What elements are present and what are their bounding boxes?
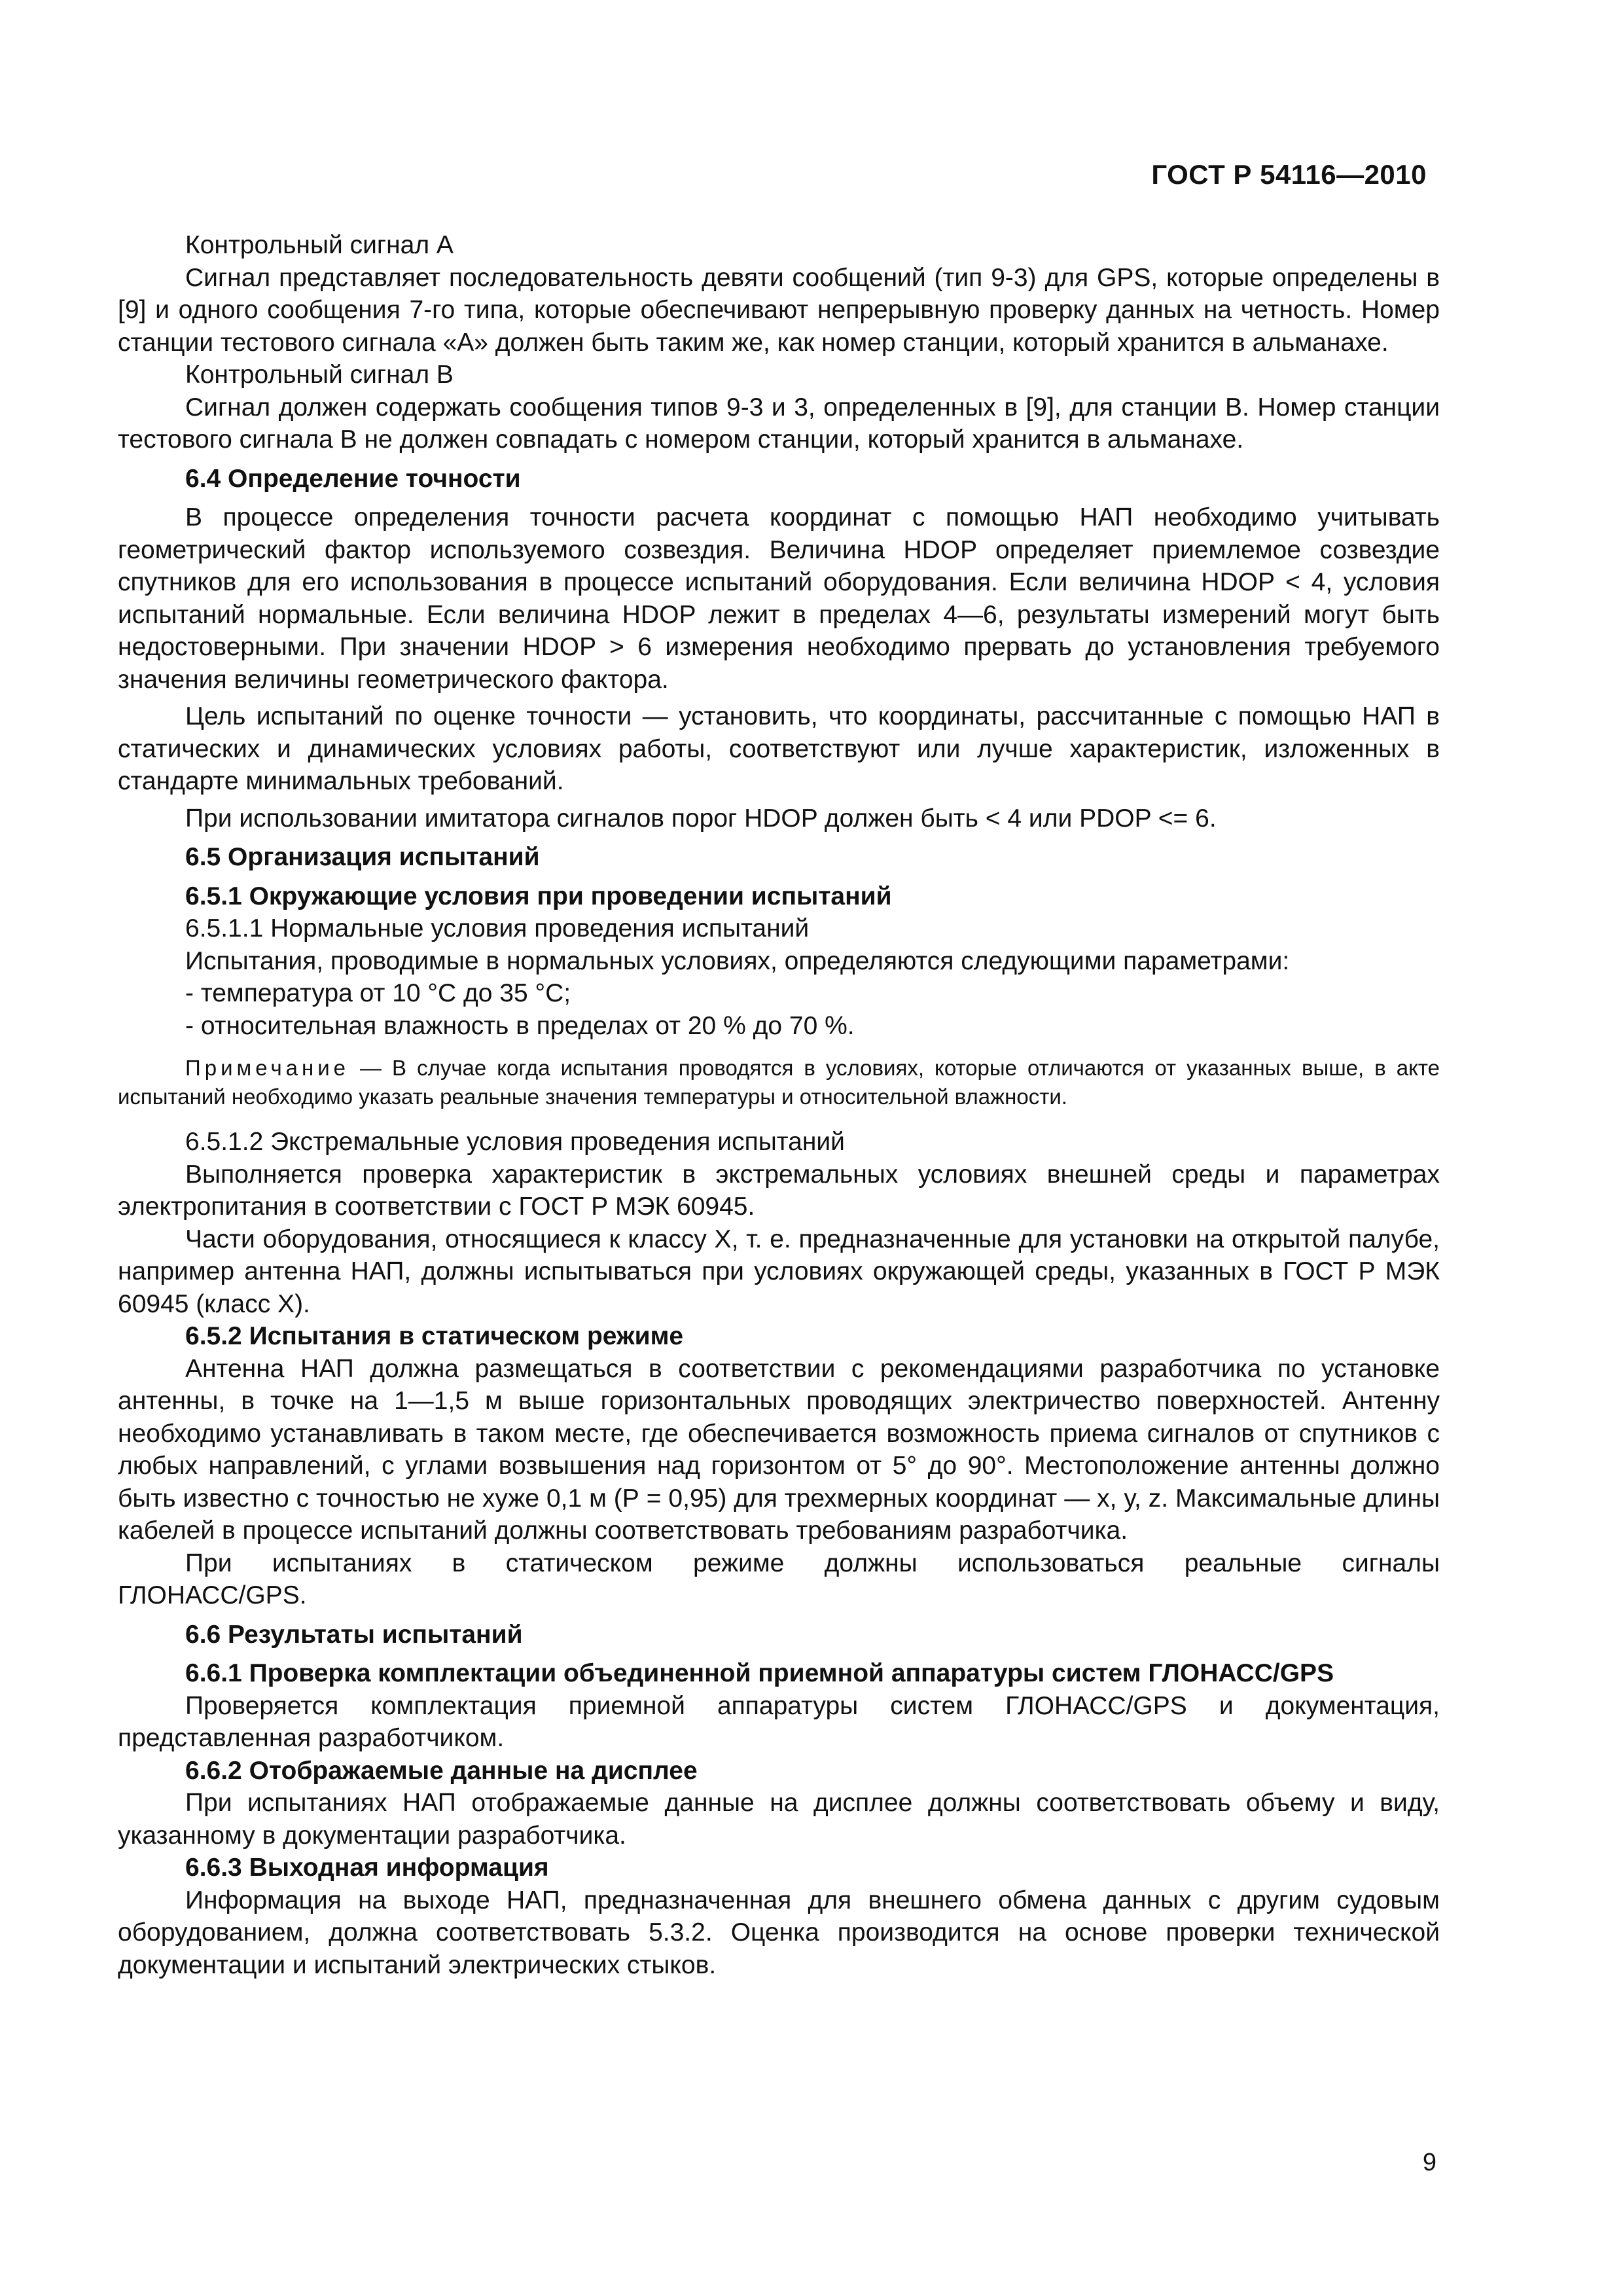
paragraph-6-5-1-1: 6.5.1.1 Нормальные условия проведения испытаний [185, 914, 810, 942]
paragraph-signal-b-description: Сигнал должен содержать сообщения типов 9-3 и 3, определенных в [9], для станции В. Номер станции тестового сигнала В не должен совпадать с номером станции, который хранится в альманахе. [118, 393, 1440, 454]
heading-6-6-1: 6.6.1 Проверка комплектации объединенной приемной аппаратуры систем ГЛОНАСС/GPS [185, 1659, 1334, 1687]
list-item-temperature: - температура от 10 °С до 35 °С; [185, 979, 571, 1007]
heading-6-4: 6.4 Определение точности [185, 464, 521, 493]
page-number: 9 [1422, 2149, 1436, 2176]
paragraph-output-info: Информация на выходе НАП, предназначенная для внешнего обмена данных с другим судовым оборудованием, должна соответствовать 5.3.2. Оценка производится на основе проверки технической документации и испытаний электрических стыков. [118, 1886, 1440, 1979]
heading-6-6-3: 6.6.3 Выходная информация [185, 1854, 549, 1882]
note-label: Примечание [185, 1056, 350, 1080]
paragraph-simulator-threshold: При использовании имитатора сигналов порог HDOP должен быть < 4 или PDOP <= 6. [185, 804, 1217, 833]
paragraph-accuracy-goal: Цель испытаний по оценке точности — установить, что координаты, рассчитанные с помощью НАП в статических и динамических условиях работы, соответствуют или лучше характеристик, изложенных в стандарте минимальных требований. [118, 702, 1440, 795]
paragraph-control-signal-b: Контрольный сигнал В [185, 361, 454, 389]
note-text: — В случае когда испытания проводятся в условиях, которые отличаются от указанных выше, в акте испытаний необходимо указать реальные значения температуры и относительной влажности. [118, 1056, 1440, 1109]
paragraph-extreme-conditions: Выполняется проверка характеристик в экстремальных условиях внешней среды и параметрах электропитания в соответствии с ГОСТ Р МЭК 60945. [118, 1160, 1440, 1221]
document-body [118, 229, 1440, 1981]
heading-6-6-2: 6.6.2 Отображаемые данные на дисплее [185, 1756, 698, 1785]
paragraph-6-5-1-2: 6.5.1.2 Экстремальные условия проведения испытаний [185, 1128, 845, 1156]
paragraph-class-x: Части оборудования, относящиеся к классу X, т. е. предназначенные для установки на открытой палубе, например антенна НАП, должны испытываться при условиях окружающей среды, указанных в ГОСТ Р МЭК 60945 (класс X). [118, 1225, 1440, 1318]
heading-6-5: 6.5 Организация испытаний [185, 843, 540, 871]
paragraph-static-signals-end: ГЛОНАСС/GPS. [118, 1581, 307, 1609]
paragraph-signal-a-description: Сигнал представляет последовательность девяти сообщений (тип 9-3) для GPS, которые определены в [9] и одного сообщения 7-го типа, которые обеспечивают непрерывную проверку данных на четность. Номер станции тестового сигнала «А» должен быть таким же, как номер станции, который хранится в альманахе. [118, 263, 1440, 357]
paragraph-control-signal-a: Контрольный сигнал А [185, 231, 454, 259]
standard-header: ГОСТ Р 54116—2010 [1151, 159, 1427, 190]
paragraph-antenna-placement: Антенна НАП должна размещаться в соответствии с рекомендациями разработчика по установке антенны, в точке на 1—1,5 м выше горизонтальных проводящих электричество поверхностей. Антенну необходимо устанавливать в таком месте, где обеспечивается возможность приема сигналов от спутников с любых направлений, с углами возвышения над горизонтом от 5° до 90°. Местоположение антенны должно быть известно с точностью не хуже 0,1 м (Р = 0,95) для трехмерных координат — х, у, z. Максимальные длины кабелей в процессе испытаний должны соответствовать требованиям разработчика. [118, 1354, 1440, 1545]
paragraph-accuracy-hdop: В процессе определения точности расчета координат с помощью НАП необходимо учитывать геометрический фактор используемого созвездия. Величина HDOP определяет приемлемое созвездие спутников для его использования в процессе испытаний оборудования. Если величина HDOP < 4, условия испытаний нормальные. Если величина HDOP лежит в пределах 4—6, результаты измерений могут быть недостоверными. При значении HDOP > 6 измерения необходимо прервать до установления требуемого значения величины геометрического фактора. [118, 503, 1440, 694]
heading-6-5-1: 6.5.1 Окружающие условия при проведении испытаний [185, 882, 892, 910]
list-item-humidity: - относительная влажность в пределах от 20 % до 70 %. [185, 1011, 855, 1040]
paragraph-normal-conditions: Испытания, проводимые в нормальных условиях, определяются следующими параметрами: [185, 946, 1290, 975]
paragraph-equipment-check: Проверяется комплектация приемной аппаратуры систем ГЛОНАСС/GPS и документация, представленная разработчиком. [118, 1691, 1440, 1752]
note-block [118, 1054, 1440, 1111]
heading-6-5-2: 6.5.2 Испытания в статическом режиме [185, 1322, 684, 1350]
heading-6-6: 6.6 Результаты испытаний [185, 1620, 523, 1649]
paragraph-static-signals: При испытаниях в статическом режиме должны использоваться реальные сигналы [185, 1549, 1440, 1577]
paragraph-display-data: При испытаниях НАП отображаемые данные на дисплее должны соответствовать объему и виду, указанному в документации разработчика. [118, 1789, 1440, 1850]
